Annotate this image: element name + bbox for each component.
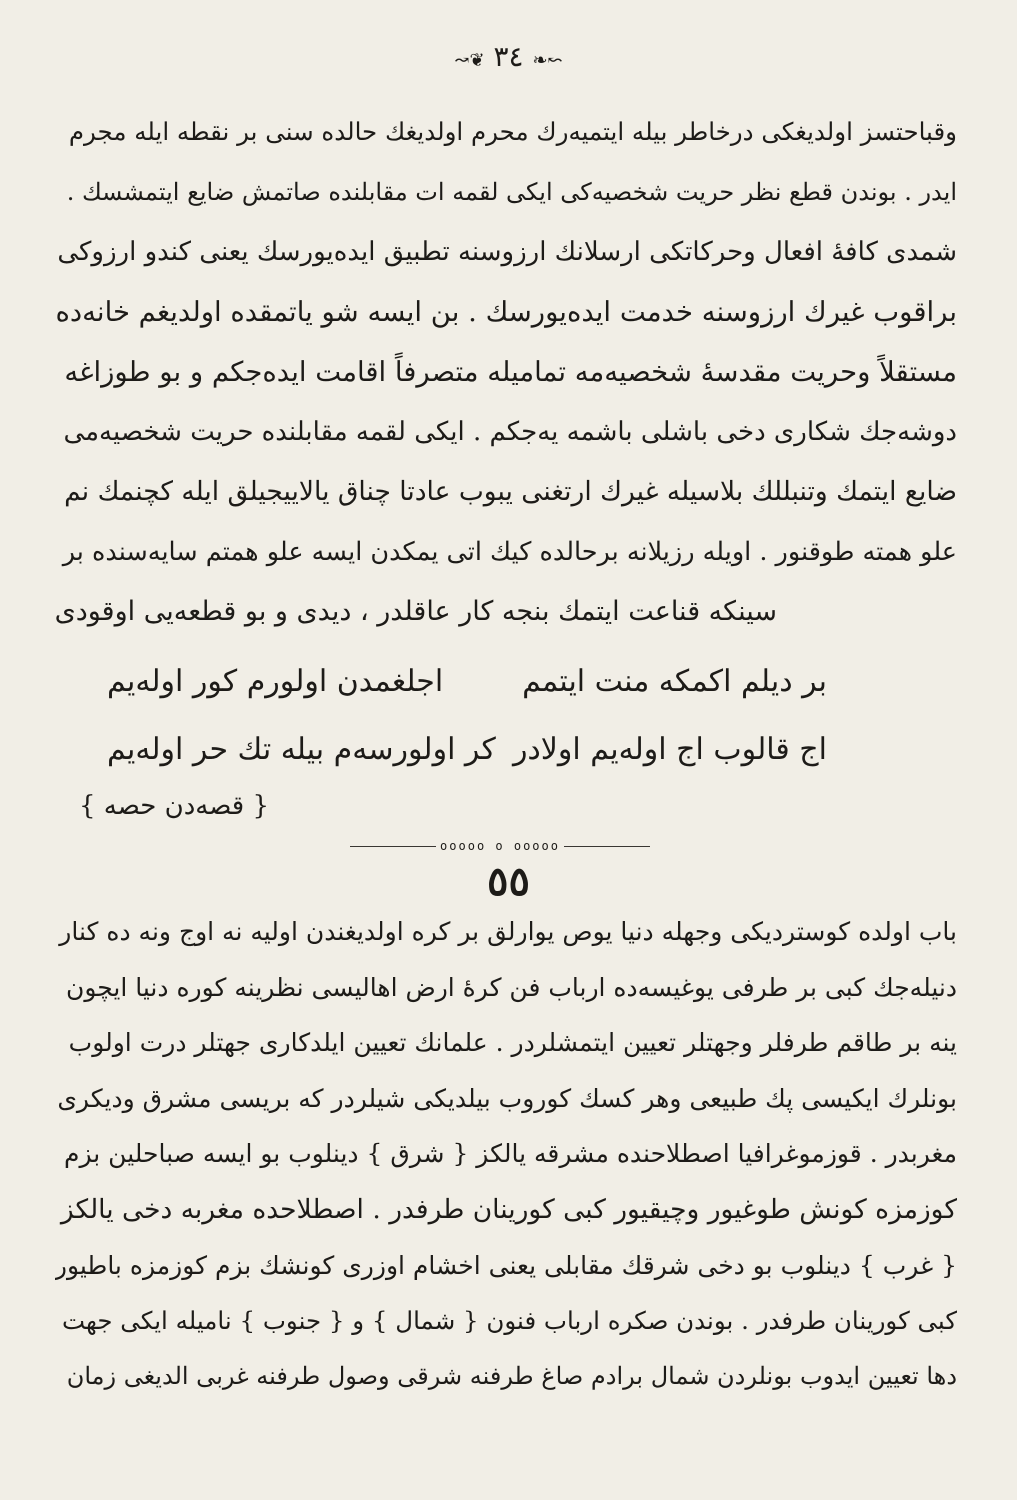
text-line: باب اولده کوستردیکی وجهله دنیا یوص یوارلق بر کره اولدیغندن اولیه نه اوج ونه ده کنار <box>59 917 957 946</box>
text-line: دوشه‌جك شکاری دخی باشلی باشمه یه‌جکم . ایکی لقمه مقابلنده حریت شخصیه‌می <box>63 417 957 447</box>
verse-couplet <box>107 716 827 784</box>
text-line: وقباحتسز اولدیغکی درخاطر بیله ایتمیه‌رك محرم اولدیغك حالده سنی بر نقطه ایله مجرم <box>68 117 957 146</box>
paragraph-1 <box>55 102 957 642</box>
text-line: براقوب غیرك ارزوسنه خدمت ایده‌یورسك . بن ایسه شو یاتمقده اولدیغم خانه‌ده <box>55 296 957 328</box>
divider-dots: ooooo o ooooo <box>440 839 560 853</box>
paragraph-2 <box>55 904 957 1404</box>
page-header <box>0 40 1017 73</box>
verse-hemistich: اجلغمدن اولورم کور اوله‌یم <box>107 664 444 699</box>
text-line: مستقلاً وحریت مقدسهٔ شخصیه‌مه تمامیله متصرفاً اقامت ایده‌جکم و بو طوزاغه <box>64 356 957 388</box>
right-ornament-icon: ❧↜ <box>532 50 563 71</box>
text-line: شمدی کافهٔ افعال وحرکاتکی ارسلانك ارزوسنه تطبیق ایده‌یورسك یعنی کندو ارزوکی <box>57 237 957 267</box>
text-line: کوزمزه کونش طوغیور وچیقیور کبی کورینان طرفدر . اصطلاحده مغربه دخی یالکز <box>60 1193 957 1225</box>
verse-couplet <box>107 648 827 716</box>
text-line: کبی کورینان طرفدر . بوندن صکره ارباب فنون { شمال } و { جنوب } نامیله ایکی جهت <box>62 1306 957 1336</box>
text-line: ینه بر طاقم طرفلر وجهتلر تعیین ایتمشلردر . علمانك تعیین ایلدکاری جهتلر درت اولوب <box>68 1028 957 1058</box>
source-attribution: { قصه‌دن حصه } <box>78 791 269 821</box>
verse-hemistich: بر دیلم اکمکه منت ایتمم <box>522 664 827 699</box>
text-line: سینکه قناعت ایتمك بنجه کار عاقلدر ، دیدی و بو قطعه‌یی اوقودی <box>55 596 777 627</box>
text-line: ضایع ایتمك وتنبللك بلاسیله غیرك ارتغنی یبوب عادتا چناق یالاییجیلق ایله کچنمك نم <box>64 476 957 507</box>
text-line: { غرب } دینلوب بو دخی شرقك مقابلی یعنی اخشام اوزری کونشك بزم کوزمزه باطیور <box>55 1250 957 1280</box>
text-line: علو همته طوقنور . اویله رزیلانه برحالده کیك اتی یمکدن ایسه علو همتم سایه‌سنده بر <box>62 537 957 567</box>
page-number: ٣٤ <box>493 40 524 73</box>
text-line: دنیله‌جك کبی بر طرفی یوغیسه‌ده ارباب فن کرهٔ ارض اهالیسی نظرینه کوره دنیا ایچون <box>65 972 957 1002</box>
verse-block <box>107 648 827 784</box>
text-line: بونلرك ایکیسی پك طبیعی وهر کسك کوروب بیلدیکی شیلردر که بریسی مشرق ودیکری <box>57 1083 957 1113</box>
text-line: مغربدر . قوزموغرافیا اصطلاحنده مشرقه یالکز { شرق } دینلوب بو ایسه صباحلین بزم <box>64 1139 957 1169</box>
verse-hemistich: اج قالوب اج اوله‌یم اولادر <box>512 732 827 767</box>
divider-rule <box>350 846 436 847</box>
verse-hemistich: کر اولورسه‌م بیله تك حر اوله‌یم <box>107 732 496 767</box>
text-line: ایدر . بوندن قطع نظر حریت شخصیه‌کی ایکی لقمه ات مقابلنده صاتمش ضایع ایتمشسك . <box>66 178 957 206</box>
left-ornament-icon: ↝❦ <box>454 50 485 71</box>
section-number: ٥٥ <box>487 858 530 905</box>
text-line: دها تعیین ایدوب بونلردن شمال برادم صاغ طرفنه شرقی وصول طرفنه غربی الدیغی زمان <box>66 1361 957 1390</box>
divider-rule <box>564 846 650 847</box>
